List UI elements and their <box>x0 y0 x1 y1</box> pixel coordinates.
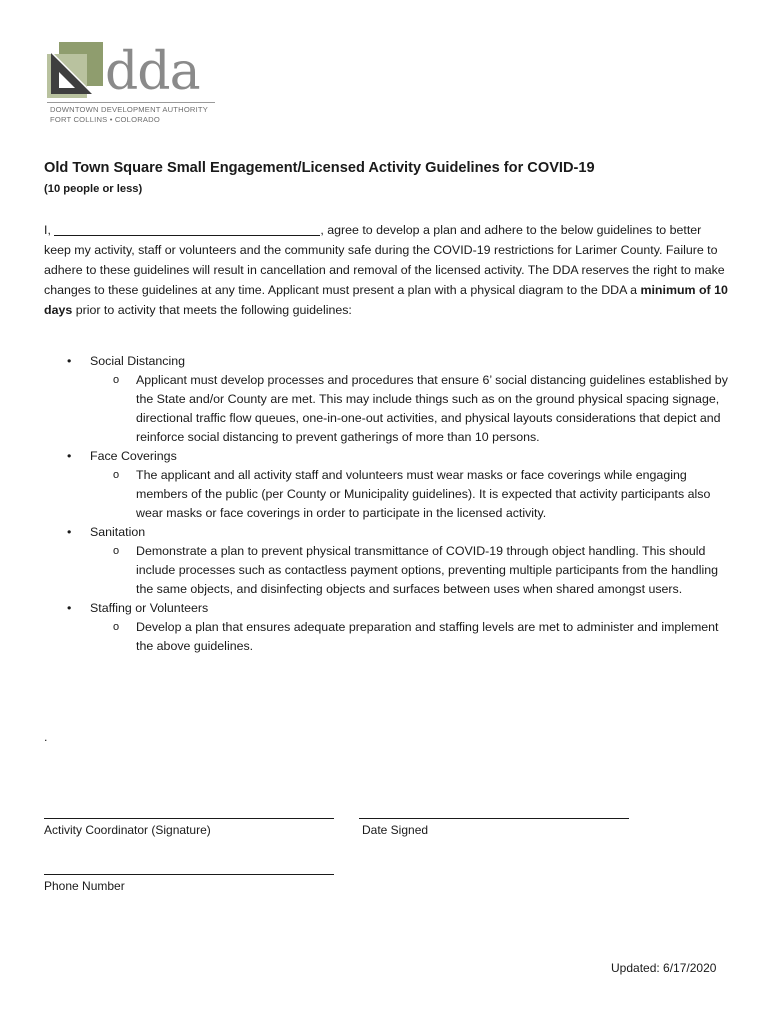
phone-number-line[interactable] <box>44 874 334 875</box>
guideline-label: Sanitation <box>90 525 146 539</box>
signature-line[interactable] <box>44 818 334 819</box>
guideline-label: Staffing or Volunteers <box>90 601 209 615</box>
document-title: Old Town Square Small Engagement/Licensed Activity Guidelines for COVID-19 <box>44 160 595 176</box>
bullet-icon: • <box>67 354 72 368</box>
sub-bullet-icon: o <box>113 469 120 481</box>
date-signed-label: Date Signed <box>362 823 429 837</box>
guideline-label: Social Distancing <box>90 354 186 368</box>
guidelines-list <box>44 352 728 656</box>
dda-logo-mark-icon <box>47 42 103 98</box>
guideline-detail <box>90 542 728 599</box>
intro-suffix: prior to activity that meets the following guidelines: <box>72 303 352 317</box>
guideline-detail <box>90 371 728 447</box>
bullet-icon: • <box>67 449 72 463</box>
logo-letters: dda <box>105 42 200 102</box>
logo-org-location: FORT COLLINS • COLORADO <box>50 115 160 124</box>
phone-number-label: Phone Number <box>44 879 125 893</box>
dda-logo <box>47 42 227 130</box>
guideline-item-face-coverings <box>44 447 728 523</box>
sub-bullet-icon: o <box>113 621 120 633</box>
guideline-item-sanitation <box>44 523 728 599</box>
guideline-label: Face Coverings <box>90 449 177 463</box>
guideline-detail <box>90 618 728 656</box>
guideline-detail-text: The applicant and all activity staff and volunteers must wear masks or face coverings while engaging members of the public (per County or Municipality guidelines). It is expected that activity participants also wear masks or face coverings in order to participate in the licensed activity. <box>136 468 711 520</box>
sub-bullet-icon: o <box>113 545 120 557</box>
logo-org-name: DOWNTOWN DEVELOPMENT AUTHORITY <box>50 105 209 114</box>
guideline-detail <box>90 466 728 523</box>
sub-bullet-icon: o <box>113 374 120 386</box>
intro-bold-deadline: minimum of 10 days <box>44 283 728 317</box>
stray-period: . <box>44 730 48 744</box>
signature-label: Activity Coordinator (Signature) <box>44 823 211 837</box>
document-subtitle: (10 people or less) <box>44 183 143 195</box>
bullet-icon: • <box>67 601 72 615</box>
guideline-detail-text: Demonstrate a plan to prevent physical transmittance of COVID-19 through object handling. This should include processes such as contactless payment options, preventing multiple participants from the handling the same objects, and disinfecting objects and surfaces between uses when shared amongst users. <box>136 544 718 596</box>
intro-body: , agree to develop a plan and adhere to the below guidelines to better keep my activity, staff or volunteers and the community safe during the COVID-19 restrictions for Larimer County. Failure to adhere to these guidelines will result in cancellation and removal of the licensed activity. The DDA reserves the right to make changes to these guidelines at any time. Applicant must present a plan with a physical diagram to the DDA a <box>44 223 725 297</box>
intro-prefix: I, <box>44 223 55 237</box>
guideline-item-staffing <box>44 599 728 656</box>
bullet-icon: • <box>67 525 72 539</box>
date-signed-line[interactable] <box>359 818 629 819</box>
guideline-detail-text: Applicant must develop processes and procedures that ensure 6’ social distancing guidelines established by the State and/or County are met. This may include things such as on the ground physical spacing signage, directional traffic flow queues, one-in-one-out activities, and physical layouts considerations that depict and reinforce social distancing to prevent gatherings of more than 10 persons. <box>136 373 728 444</box>
logo-divider <box>47 102 215 103</box>
guideline-detail-text: Develop a plan that ensures adequate preparation and staffing levels are met to administer and implement the above guidelines. <box>136 620 719 653</box>
updated-date: Updated: 6/17/2020 <box>611 961 717 975</box>
guideline-item-social-distancing <box>44 352 728 447</box>
intro-paragraph <box>44 220 728 320</box>
applicant-name-blank[interactable] <box>54 222 320 236</box>
